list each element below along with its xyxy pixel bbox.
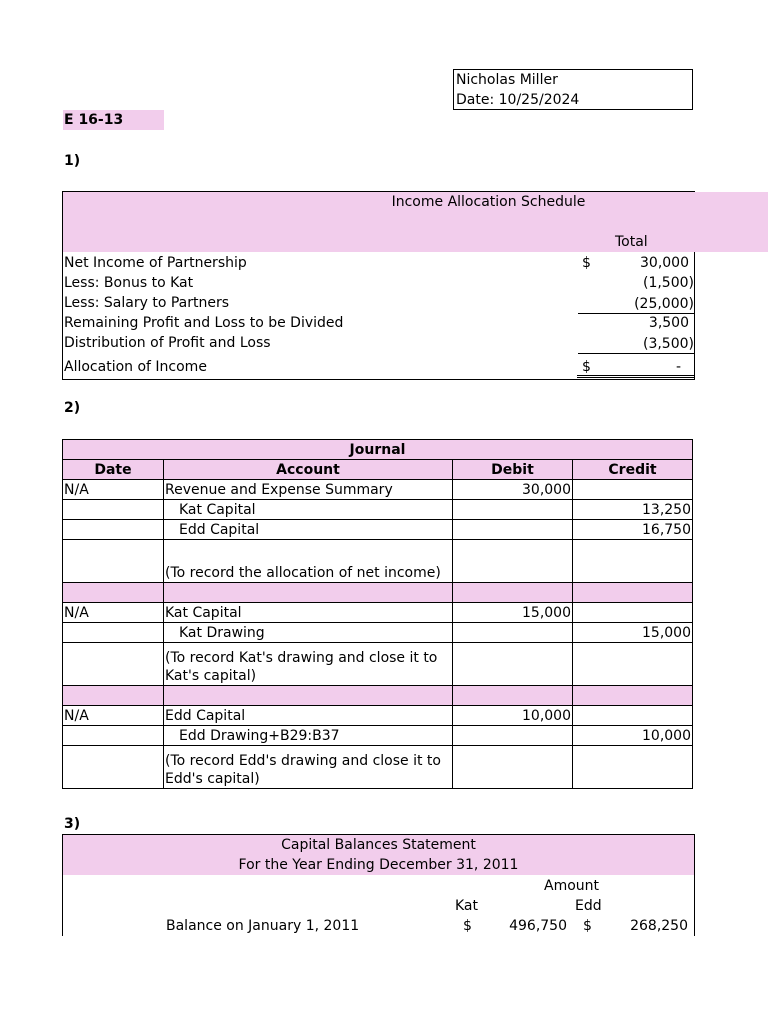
amount-header: Amount (544, 878, 600, 894)
balance-row-label: Balance on January 1, 2011 (166, 918, 360, 934)
row-value: (25,000) (578, 295, 694, 314)
entry-date (63, 726, 164, 746)
row-label: Net Income of Partnership (64, 255, 247, 271)
exercise-title: E 16-13 (63, 110, 164, 130)
entry-account: Kat Drawing (164, 623, 453, 643)
capital-balances-statement (62, 834, 695, 936)
entry-memo: (To record the allocation of net income) (164, 540, 453, 583)
entry-date: N/A (63, 603, 164, 623)
entry-credit (573, 480, 693, 500)
entry-account: Kat Capital (164, 603, 453, 623)
schedule-row (64, 273, 694, 293)
entry-memo: (To record Kat's drawing and close it to Kat's capital) (164, 643, 453, 686)
row-value: (1,500) (642, 275, 694, 291)
schedule-title: Income Allocation Schedule (391, 194, 586, 210)
row-currency: $ (582, 359, 591, 375)
table-row (63, 480, 693, 500)
schedule-row (64, 253, 694, 273)
schedule-row (64, 293, 694, 313)
entry-credit: 13,250 (573, 500, 693, 520)
col-date: Date (63, 460, 164, 480)
student-info-box (453, 69, 693, 110)
entry-account: Revenue and Expense Summary (164, 480, 453, 500)
entry-debit (453, 726, 573, 746)
row-value: (3,500) (578, 335, 694, 354)
balance-currency-2: $ (583, 918, 592, 934)
entry-debit (453, 520, 573, 540)
balance-value-2: 268,250 (630, 918, 688, 934)
row-value: 30,000 (640, 255, 689, 271)
section-3-label: 3) (64, 816, 81, 832)
entry-date (63, 500, 164, 520)
partner-1-header: Kat (455, 898, 479, 914)
balance-value-1: 496,750 (509, 918, 567, 934)
entry-date (63, 520, 164, 540)
row-label: Less: Salary to Partners (64, 295, 230, 311)
table-row (63, 520, 693, 540)
table-row (63, 706, 693, 726)
total-column-header: Total (615, 234, 648, 250)
entry-credit: 15,000 (573, 623, 693, 643)
entry-memo: (To record Edd's drawing and close it to Edd's capital) (164, 746, 453, 789)
section-1-label: 1) (64, 153, 81, 169)
table-row (63, 540, 693, 583)
table-row (63, 623, 693, 643)
row-value: - (675, 359, 681, 375)
statement-title: Capital Balances Statement (281, 837, 476, 853)
row-currency: $ (582, 255, 591, 271)
schedule-row (64, 313, 694, 333)
row-label: Distribution of Profit and Loss (64, 335, 271, 351)
col-account: Account (164, 460, 453, 480)
entry-credit (573, 603, 693, 623)
entry-debit (453, 500, 573, 520)
entry-account: Kat Capital (164, 500, 453, 520)
submission-date: Date: 10/25/2024 (456, 92, 580, 108)
balance-currency-1: $ (463, 918, 472, 934)
row-label: Allocation of Income (64, 359, 207, 375)
section-2-label: 2) (64, 400, 81, 416)
journal-table (62, 439, 693, 789)
table-row (63, 726, 693, 746)
row-label: Remaining Profit and Loss to be Divided (64, 315, 344, 331)
entry-account: Edd Drawing+B29:B37 (164, 726, 453, 746)
entry-credit (573, 706, 693, 726)
spacer-row (63, 583, 693, 603)
entry-debit (453, 623, 573, 643)
entry-date: N/A (63, 706, 164, 726)
col-debit: Debit (453, 460, 573, 480)
table-row (63, 603, 693, 623)
entry-debit: 15,000 (453, 603, 573, 623)
row-label: Less: Bonus to Kat (64, 275, 194, 291)
entry-debit: 10,000 (453, 706, 573, 726)
journal-title: Journal (63, 440, 693, 460)
entry-credit: 10,000 (573, 726, 693, 746)
partner-2-header: Edd (575, 898, 602, 914)
schedule-row (64, 357, 694, 377)
spacer-row (63, 686, 693, 706)
income-allocation-schedule (62, 191, 695, 380)
col-credit: Credit (573, 460, 693, 480)
entry-debit: 30,000 (453, 480, 573, 500)
entry-account: Edd Capital (164, 706, 453, 726)
entry-account: Edd Capital (164, 520, 453, 540)
entry-credit: 16,750 (573, 520, 693, 540)
schedule-row (64, 333, 694, 353)
entry-date: N/A (63, 480, 164, 500)
table-row (63, 643, 693, 686)
row-value: 3,500 (648, 315, 689, 331)
table-row (63, 746, 693, 789)
table-row (63, 500, 693, 520)
student-name: Nicholas Miller (456, 72, 558, 88)
entry-date (63, 623, 164, 643)
statement-subtitle: For the Year Ending December 31, 2011 (238, 857, 519, 873)
